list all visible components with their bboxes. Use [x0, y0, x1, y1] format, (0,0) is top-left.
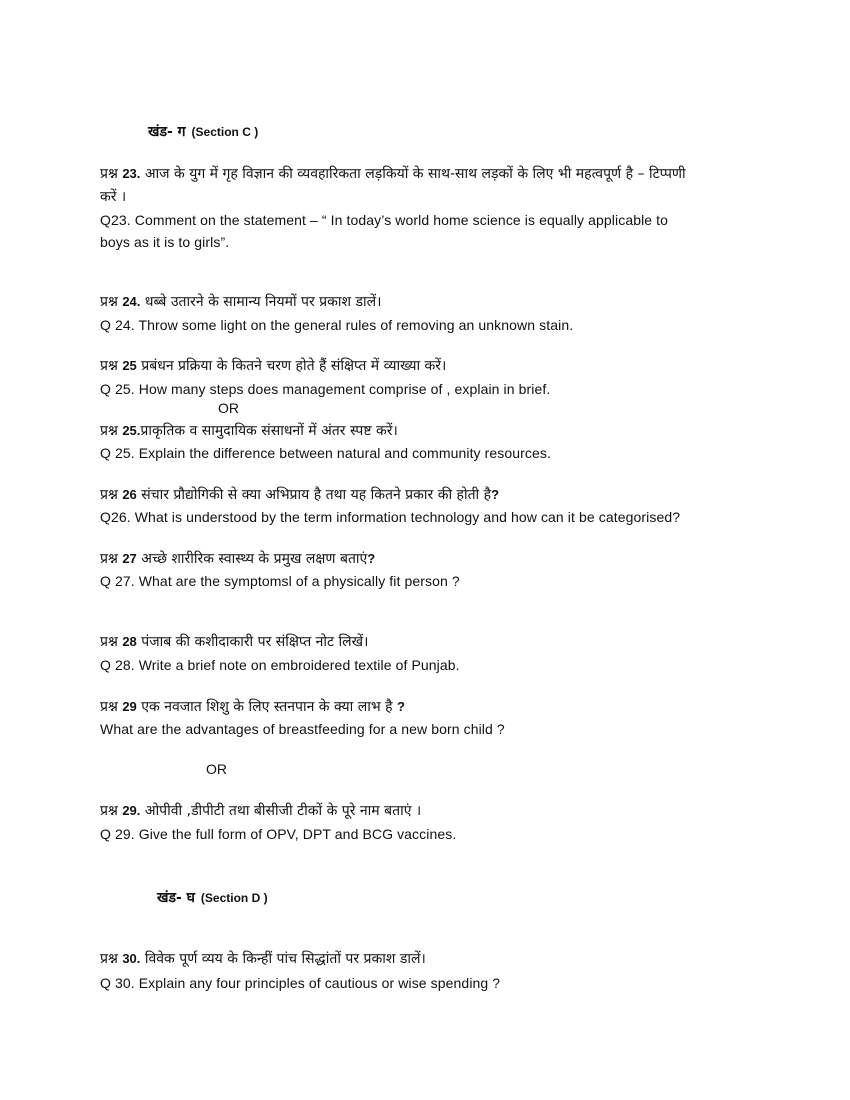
q29-alt-english: Q 29. Give the full form of OPV, DPT and BCG vaccines.	[100, 826, 457, 842]
q28-number: 28	[122, 634, 137, 649]
q26-hindi-text: संचार प्रौद्योगिकी से क्या अभिप्राय है तथा यह कितने प्रकार की होती है	[136, 487, 492, 503]
q28-english: Q 28. Write a brief note on embroidered textile of Punjab.	[100, 657, 460, 673]
q29-alt-number: 29.	[122, 803, 141, 818]
q27-hindi	[100, 550, 375, 568]
q24-hindi	[100, 293, 381, 311]
section-c-heading	[148, 122, 258, 141]
q24-hindi-text: धब्बे उतारने के सामान्य नियमों पर प्रकाश डालें।	[140, 294, 382, 310]
q27-question-mark: ?	[367, 551, 376, 566]
q25-prefix: प्रश्न	[100, 358, 123, 374]
section-c-hindi: खंड- ग	[148, 124, 186, 140]
section-c-english: (Section C )	[191, 125, 259, 139]
section-d-english: (Section D )	[200, 891, 268, 905]
q28-prefix: प्रश्न	[100, 634, 123, 650]
q29-hindi-text: एक नवजात शिशु के लिए स्तनपान के क्या लाभ है	[136, 699, 397, 715]
q29-alt-prefix: प्रश्न	[100, 803, 123, 819]
q23-hindi-line1	[100, 165, 686, 183]
q29-hindi	[100, 698, 405, 716]
q29-english: What are the advantages of breastfeeding for a new born child ?	[100, 721, 505, 737]
q29-alt-hindi	[100, 802, 421, 820]
q24-number: 24.	[122, 294, 141, 309]
section-d-heading	[157, 888, 268, 907]
q30-hindi-text: विवेक पूर्ण व्यय के किन्हीं पांच सिद्धांतों पर प्रकाश डालें।	[140, 951, 426, 967]
q25-alt-hindi-text: प्राकृतिक व सामुदायिक संसाधनों में अंतर स्पष्ट करें।	[140, 423, 398, 439]
q30-prefix: प्रश्न	[100, 951, 123, 967]
q23-english-line2: boys as it is to girls”.	[100, 234, 230, 250]
q25-alt-prefix: प्रश्न	[100, 423, 123, 439]
q25-number: 25	[122, 358, 137, 373]
q23-number: 23.	[122, 166, 141, 181]
q26-english: Q26. What is understood by the term information technology and how can it be categorised?	[100, 509, 681, 525]
q29-or: OR	[206, 761, 227, 777]
q26-number: 26	[122, 487, 137, 502]
q26-prefix: प्रश्न	[100, 487, 123, 503]
q29-prefix: प्रश्न	[100, 699, 123, 715]
q27-hindi-text: अच्छे शारीरिक स्वास्थ्य के प्रमुख लक्षण बताएं	[136, 551, 368, 567]
q23-hindi-line2: करें ।	[100, 189, 127, 205]
q23-prefix: प्रश्न	[100, 166, 123, 182]
q27-prefix: प्रश्न	[100, 551, 123, 567]
q25-alt-hindi	[100, 422, 398, 440]
q25-or: OR	[218, 400, 239, 416]
q30-number: 30.	[122, 951, 141, 966]
q29-question-mark: ?	[397, 699, 405, 714]
q26-question-mark: ?	[491, 487, 500, 502]
q25-hindi	[100, 357, 446, 375]
q28-hindi-text: पंजाब की कशीदाकारी पर संक्षिप्त नोट लिखें।	[136, 634, 369, 650]
q24-english: Q 24. Throw some light on the general rules of removing an unknown stain.	[100, 317, 574, 333]
q25-english: Q 25. How many steps does management comprise of , explain in brief.	[100, 381, 551, 397]
q25-hindi-text: प्रबंधन प्रक्रिया के कितने चरण होते हैं संक्षिप्त में व्याख्या करें।	[136, 358, 447, 374]
q30-hindi	[100, 950, 426, 968]
q27-number: 27	[122, 551, 137, 566]
q24-prefix: प्रश्न	[100, 294, 123, 310]
q29-alt-hindi-text: ओपीवी ,डीपीटी तथा बीसीजी टीकों के पूरे नाम बताएं ।	[140, 803, 422, 819]
section-d-hindi: खंड- घ	[157, 890, 195, 906]
q23-english-line1: Q23. Comment on the statement – “ In today’s world home science is equally applicable to	[100, 212, 669, 228]
q25-alt-english: Q 25. Explain the difference between natural and community resources.	[100, 445, 552, 461]
q25-alt-number: 25.	[122, 423, 141, 438]
q23-hindi-text: आज के युग में गृह विज्ञान की व्यवहारिकता लड़कियों के साथ-साथ लड़कों के लिए भी महत्वपूर्ण है – टिप्पणी	[140, 166, 686, 182]
q29-number: 29	[122, 699, 137, 714]
q30-english: Q 30. Explain any four principles of cautious or wise spending ?	[100, 975, 501, 991]
q26-hindi	[100, 486, 499, 504]
q27-english: Q 27. What are the symptomsl of a physically fit person ?	[100, 573, 460, 589]
q28-hindi	[100, 633, 368, 651]
